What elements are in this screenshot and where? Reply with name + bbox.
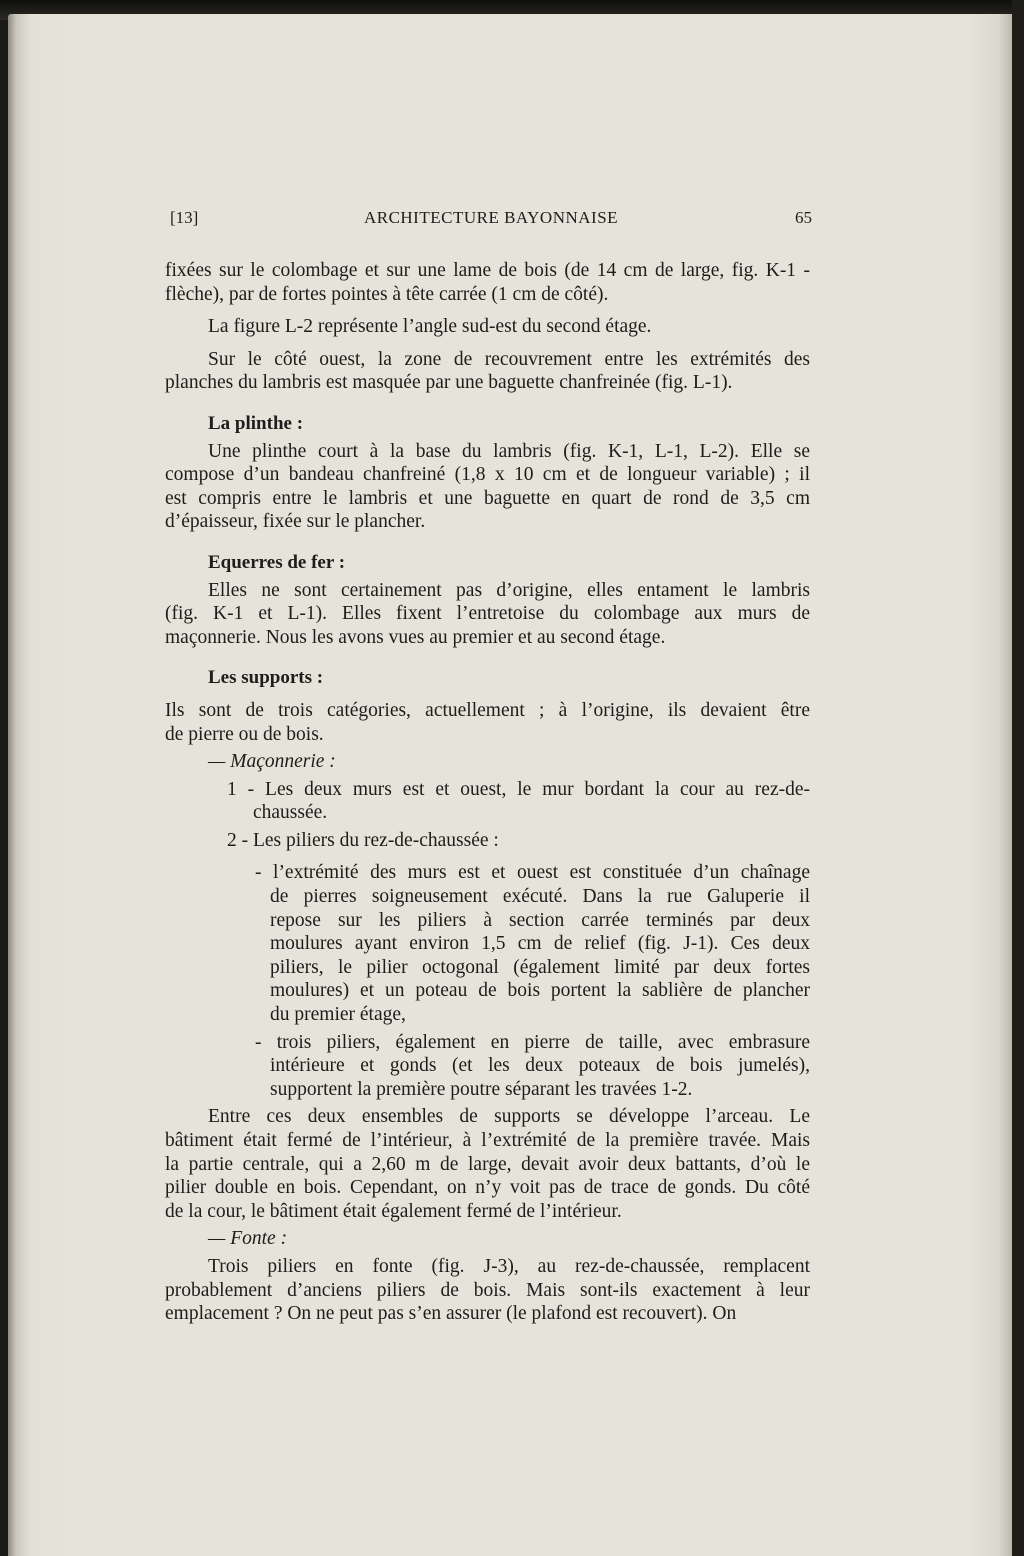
text-line: intérieure et gonds (et les deux poteaux de bois jumelés), [270,1055,810,1077]
text-line: d’épaisseur, fixée sur le plancher. [165,511,426,533]
paragraph [165,259,810,306]
text-line: piliers, le pilier octogonal (également limité par deux fortes [270,956,810,978]
text-line: maçonnerie. Nous les avons vues au premier et au second étage. [165,626,666,648]
subsection-heading [165,1227,810,1251]
text-line: moulures ayant environ 1,5 cm de relief (fig. J-1). Ces deux [270,933,810,955]
text-line: — Fonte : [208,1228,288,1250]
text-line: probablement d’anciens piliers de bois. Mais sont-ils exactement à leur [165,1279,810,1301]
text-line: La figure L-2 représente l’angle sud-est du second étage. [208,316,652,338]
section-heading [165,551,810,575]
text-line: chaussée. [253,802,328,824]
text-line: Entre ces deux ensembles de supports se développe l’arceau. Le [208,1106,810,1128]
text-line: emplacement ? On ne peut pas s’en assurer (le plafond est recouvert). On [165,1303,737,1325]
text-line: bâtiment était fermé de l’intérieur, à l’extrémité de la première travée. Mais [165,1130,810,1151]
text-line: flèche), par de fortes pointes à tête carrée (1 cm de côté). [165,283,609,305]
text-line: compose d’un bandeau chanfreiné (1,8 x 10 cm et de longueur variable) ; il [165,464,810,486]
page-body-text [165,259,810,1326]
text-line: de pierre ou de bois. [165,723,324,745]
paragraph [165,315,810,339]
section-number: [13] [170,208,199,227]
text-line: Ils sont de trois catégories, actuellement ; à l’origine, ils devaient être [165,699,810,721]
paragraph [165,440,810,534]
text-line: - l’extrémité des murs est et ouest est constituée d’un chaînage [255,862,810,884]
subsection-heading [165,750,810,774]
text-line: la partie centrale, qui a 2,60 m de large, devait avoir deux battants, d’où le [165,1153,810,1175]
text-line: Les supports : [208,667,324,689]
text-line: planches du lambris est masquée par une baguette chanfreinée (fig. L-1). [165,372,733,394]
text-line: de la cour, le bâtiment était également fermé de l’intérieur. [165,1200,622,1222]
text-line: — Maçonnerie : [208,751,336,773]
text-line: est compris entre le lambris et une baguette en quart de rond de 3,5 cm [165,487,810,509]
paragraph [165,699,810,746]
text-line: Equerres de fer : [208,551,346,573]
text-line: - trois piliers, également en pierre de taille, avec embrasure [255,1031,810,1053]
text-line: repose sur les piliers à section carrée terminés par deux [270,909,810,931]
text-line: moulures) et un poteau de bois portent la sablière de plancher [270,980,810,1002]
text-line: du premier étage, [270,1004,406,1026]
text-line: supportent la première poutre séparant les travées 1-2. [270,1078,693,1100]
running-title: ARCHITECTURE BAYONNAISE [363,208,619,227]
dash-item [165,1031,810,1102]
paragraph [165,1105,810,1223]
page-number: 65 [795,208,812,227]
text-line: 1 - Les deux murs est et ouest, le mur bordant la cour au rez-de- [227,778,810,800]
paragraph [165,348,810,395]
text-line: fixées sur le colombage et sur une lame de bois (de 14 cm de large, fig. K-1 - [165,260,810,281]
running-header [170,208,812,234]
text-line: (fig. K-1 et L-1). Elles fixent l’entretoise du colombage aux murs de [165,603,810,625]
text-line: Sur le côté ouest, la zone de recouvrement entre les extrémités des [208,348,810,370]
paragraph [165,579,810,650]
section-heading [165,412,810,436]
text-line: Elles ne sont certainement pas d’origine, elles entament le lambris [208,579,810,601]
text-line: de pierres soigneusement exécuté. Dans la rue Galuperie il [270,886,810,908]
numbered-item [165,778,810,825]
dash-item [165,861,810,1026]
text-line: 2 - Les piliers du rez-de-chaussée : [227,829,499,851]
text-line: pilier double en bois. Cependant, on n’y voit pas de trace de gonds. Du côté [165,1177,810,1199]
text-line: Une plinthe court à la base du lambris (fig. K-1, L-1, L-2). Elle se [208,440,810,462]
paragraph [165,1255,810,1326]
numbered-item [165,829,810,853]
section-heading [165,666,810,690]
text-line: La plinthe : [208,412,304,434]
scan-right-edge [1012,0,1024,1556]
text-line: Trois piliers en fonte (fig. J-3), au rez-de-chaussée, remplacent [208,1255,810,1277]
